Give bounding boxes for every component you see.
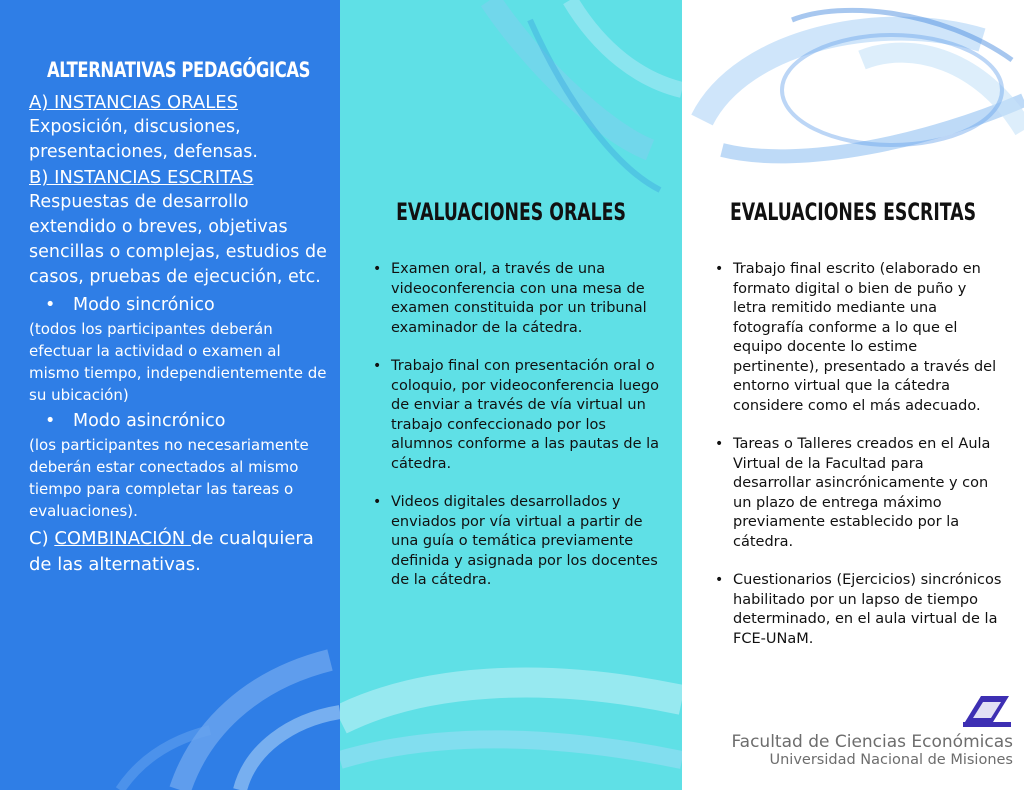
section-c-text: de cualquiera de las alternativas. [29, 528, 314, 575]
section-c [29, 526, 329, 578]
oral-evaluation-list [370, 260, 660, 591]
section-c-heading: COMBINACIÓN [54, 528, 191, 549]
section-b-heading: B) INSTANCIAS ESCRITAS [29, 167, 254, 188]
mode-async-label: Modo asincrónico [73, 411, 226, 431]
bullet-icon: • [45, 295, 56, 315]
section-c-prefix: C) [29, 528, 55, 549]
mode-sync-label: Modo sincrónico [73, 295, 215, 315]
faculty-name: Facultad de Ciencias Económicas [731, 732, 1013, 752]
middle-panel [340, 0, 682, 790]
mode-sync-description: (todos los participantes deberán efectuar la actividad o examen al mismo tiempo, independientemente de su ubicación) [29, 320, 327, 404]
left-panel-content [29, 58, 329, 578]
list-item: • Trabajo final con presentación oral o coloquio, por videoconferencia luego de enviar a través de vía virtual un trabajo confeccionado por los alumnos conforme a las pautas de la cátedra. [370, 357, 660, 474]
panel-title: EVALUACIONES ORALES [396, 198, 626, 226]
section-a-heading: A) INSTANCIAS ORALES [29, 92, 239, 113]
right-panel [682, 0, 1024, 790]
panel-title: EVALUACIONES ESCRITAS [729, 198, 977, 226]
mode-async-description: (los participantes no necesariamente deberán estar conectados al mismo tiempo para completar las tareas o evaluaciones). [29, 436, 309, 520]
list-item: • Trabajo final escrito (elaborado en formato digital o bien de puño y letra remitido mediante una fotografía conforme a lo que el equipo docente lo estime pertinente), presentado a través del entorno virtual que la cátedra considere como el más adecuado. [712, 260, 1004, 416]
bullet-icon: • [45, 411, 56, 431]
middle-panel-content [370, 260, 660, 610]
left-panel [0, 0, 340, 790]
fce-unam-logo-icon [963, 692, 1011, 728]
list-item: • Cuestionarios (Ejercicios) sincrónicos habilitado por un lapso de tiempo determinado, en el aula virtual de la FCE-UNaM. [712, 571, 1004, 649]
right-panel-content [712, 260, 1004, 668]
panel-title: ALTERNATIVAS PEDAGÓGICAS [47, 58, 311, 82]
written-evaluation-list [712, 260, 1004, 649]
footer [731, 732, 1013, 769]
section-b-text: Respuestas de desarrollo extendido o breves, objetivas sencillas o complejas, estudios de casos, pruebas de ejecución, etc. [29, 192, 327, 287]
mode-sync-item [45, 292, 329, 318]
list-item: • Tareas o Talleres creados en el Aula Virtual de la Facultad para desarrollar asincrónicamente y con un plazo de entrega máximo previamente establecido por la cátedra. [712, 435, 1004, 552]
section-a-text: Exposición, discusiones, presentaciones, defensas. [29, 117, 258, 162]
list-item: • Examen oral, a través de una videoconferencia con una mesa de examen constituida por un tribunal examinador de la cátedra. [370, 260, 660, 338]
mode-async-item [45, 408, 329, 434]
university-name: Universidad Nacional de Misiones [769, 752, 1013, 768]
list-item: • Videos digitales desarrollados y enviados por vía virtual a partir de una guía o temática previamente definida y asignada por los docentes de la cátedra. [370, 493, 660, 591]
